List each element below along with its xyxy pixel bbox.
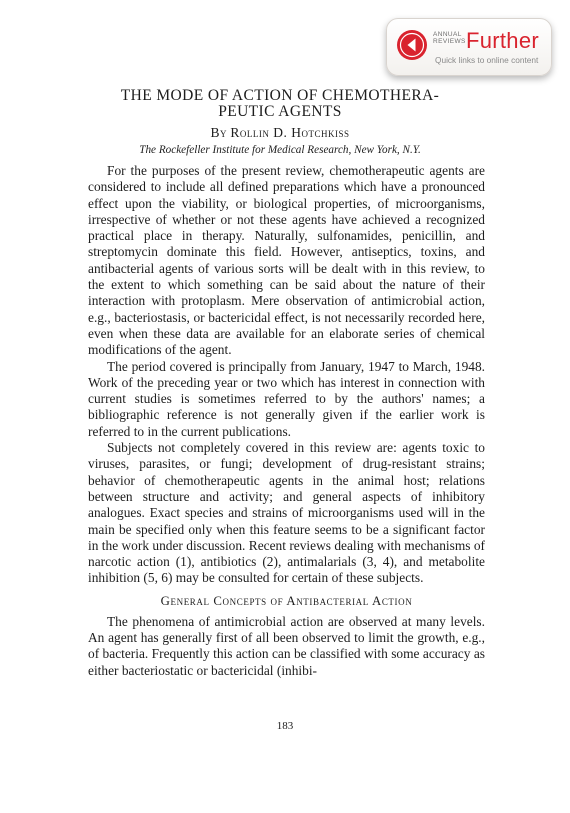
badge-annual-text: ANNUAL [433,31,462,38]
author-affiliation: The Rockefeller Institute for Medical Research, New York, N.Y. [139,144,421,156]
section-heading: General Concepts of Antibacterial Action [160,593,413,608]
article-body [88,163,485,679]
page-number: 183 [276,720,294,732]
author-name: Rollin D. Hotchkiss [230,125,350,140]
annual-reviews-wordmark [433,31,466,45]
byline-prefix: By [210,125,227,140]
byline [60,125,500,141]
badge-quick-links-link[interactable]: Quick links to online content [435,55,539,65]
body-paragraph-2: The period covered is principally from January, 1947 to March, 1948. Work of the preceding year or two which has interest in connection with current studies is sometimes referred to by the authors' names; a bibliographic reference is not generally given if the earlier work is referred to in the current publications. [88,358,485,439]
annual-reviews-further-badge[interactable] [386,18,552,76]
body-paragraph-3: Subjects not completely covered in this review are: agents toxic to viruses, parasites, or fungi; development of drug-resistant strains; behavior of chemotherapeutic agents in the animal host; relations between structure and activity; and general aspects of inhibitory analogues. Exact species and strains of microorganisms used will in the main be specified only when this feature seems to be a significant factor in the work under discussion. Recent reviews dealing with mechanisms of narcotic action (1), antibiotics (2), antimalarials (3, 4), and metabolite inhibition (5, 6) may be consulted for certain of these subjects. [88,440,485,586]
badge-reviews-text: REVIEWS [433,38,466,45]
annual-reviews-logo-icon [396,29,428,61]
section-paragraph-1: The phenomena of antimicrobial action are observed at many levels. An agent has generally first of all been observed to limit the growth, e.g., of bacteria. Frequently this action can be classified with some accuracy as either bacteriostatic or bactericidal (inhibi- [88,613,485,678]
body-paragraph-1: For the purposes of the present review, chemotherapeutic agents are considered to include all defined preparations which have a pronounced effect upon the viability, or biological properties, of microorganisms, irrespective of whether or not these agents have achieved a recognized practical place in therapy. Naturally, sulfonamides, penicillin, and streptomycin dominate this field. However, antiseptics, toxins, and antibacterial agents of various sorts will be dealt with in this review, to the extent to which something can be said about the nature of their interaction with protoplasm. Mere observation of antimicrobial action, e.g., bacteriostasis, or bactericidal effect, is not necessarily recorded here, even when these data are available for an elaborate series of chemical modifications of the agent. [88,163,485,358]
article-title-line-1: THE MODE OF ACTION OF CHEMOTHERA- [120,87,440,104]
badge-further-text: Further [466,28,540,53]
article-title-line-2: PEUTIC AGENTS [218,103,342,120]
